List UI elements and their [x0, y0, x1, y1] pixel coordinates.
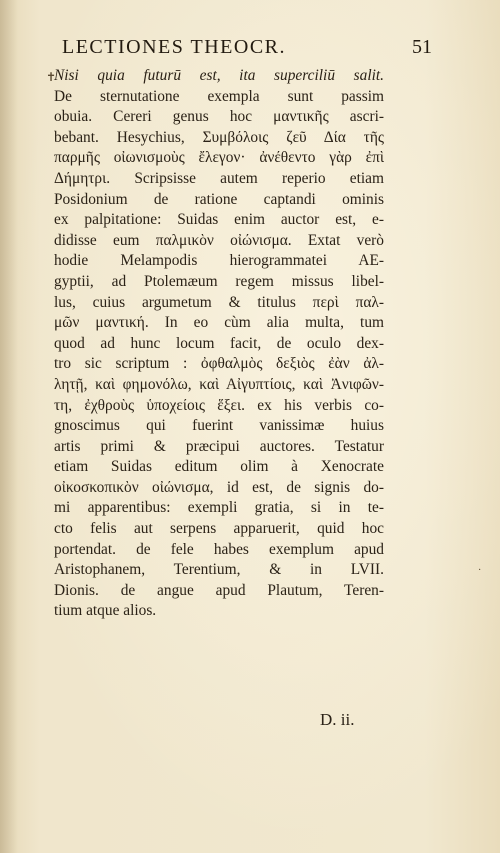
text-line: quod ad hunc locum facit, de oculo dex- [54, 334, 384, 352]
page-gutter-shadow [0, 0, 18, 853]
text-line: Aristophanem, Terentium, & in LVII. [54, 561, 384, 579]
running-title: LECTIONES THEOCR. [62, 36, 287, 58]
text-line: μῶν μαντική. In eo cùm alia multa, tum [54, 314, 384, 332]
text-line: De sternutatione exempla sunt passim [54, 87, 384, 105]
margin-cross-mark: ✝ [46, 70, 57, 84]
text-line: bebant. Hesychius, Συμβόλοις ζεῦ Δία τῆς [54, 128, 384, 146]
text-line: hodie Melampodis hierogrammatei AE- [54, 252, 384, 270]
text-line: mi apparentibus: exempli gratia, si in te- [54, 499, 384, 517]
text-line: portendat. de fele habes exemplum apud [54, 540, 384, 558]
text-line: didisse eum παλμικὸν οἰώνισμα. Extat verò [54, 231, 384, 249]
text-line: tium atque alios. [54, 602, 157, 620]
text-line: Nisi quia futurū est, ita superciliū salit. [54, 67, 384, 84]
text-line: ex palpitatione: Suidas enim auctor est, e- [54, 211, 384, 229]
text-line: tro sic scriptum : ὀφθαλμὸς δεξιὸς ἐὰν ἀλ- [54, 355, 384, 373]
text-line: οἰκοσκοπικὸν οἰώνισμα, id est, de signis do- [54, 478, 384, 496]
text-line: gnoscimus qui fuerint vanissimæ huius [54, 417, 384, 435]
text-line: Posidonium de ratione captandi ominis [54, 190, 384, 208]
body-text [54, 66, 384, 622]
signature-mark: D. ii. [320, 710, 355, 729]
text-line: παρμῆς οἰωνισμοὺς ἔλεγον· ἀνέθεντο γὰρ ἐπὶ [54, 149, 384, 167]
text-line: obuia. Cereri genus hoc μαντικῆς ascri- [54, 108, 384, 126]
text-line: gyptii, ad Ptolemæum regem missus libel- [54, 272, 384, 290]
text-line: etiam Suidas editum olim à Xenocrate [54, 458, 384, 476]
page-number: 51 [412, 36, 432, 58]
text-line: τη, ἐχθροὺς ὑποχείοις ἕξει. ex his verbis co- [54, 396, 384, 414]
text-line: artis primi & præcipui auctores. Testatur [54, 437, 384, 455]
margin-dot-mark: · [478, 565, 482, 576]
text-line: Δήμητρι. Scripsisse autem reperio etiam [54, 169, 384, 187]
text-line: cto felis aut serpens apparuerit, quid hoc [54, 520, 384, 538]
text-line: lus, cuius argumetum & titulus περὶ παλ- [54, 293, 384, 311]
text-line: Dionis. de angue apud Plautum, Teren- [54, 581, 384, 599]
text-line: λητῇ, καὶ φημονόλω, καὶ Αἰγυπτίοις, καὶ Ἀνιφῶν- [54, 375, 384, 393]
